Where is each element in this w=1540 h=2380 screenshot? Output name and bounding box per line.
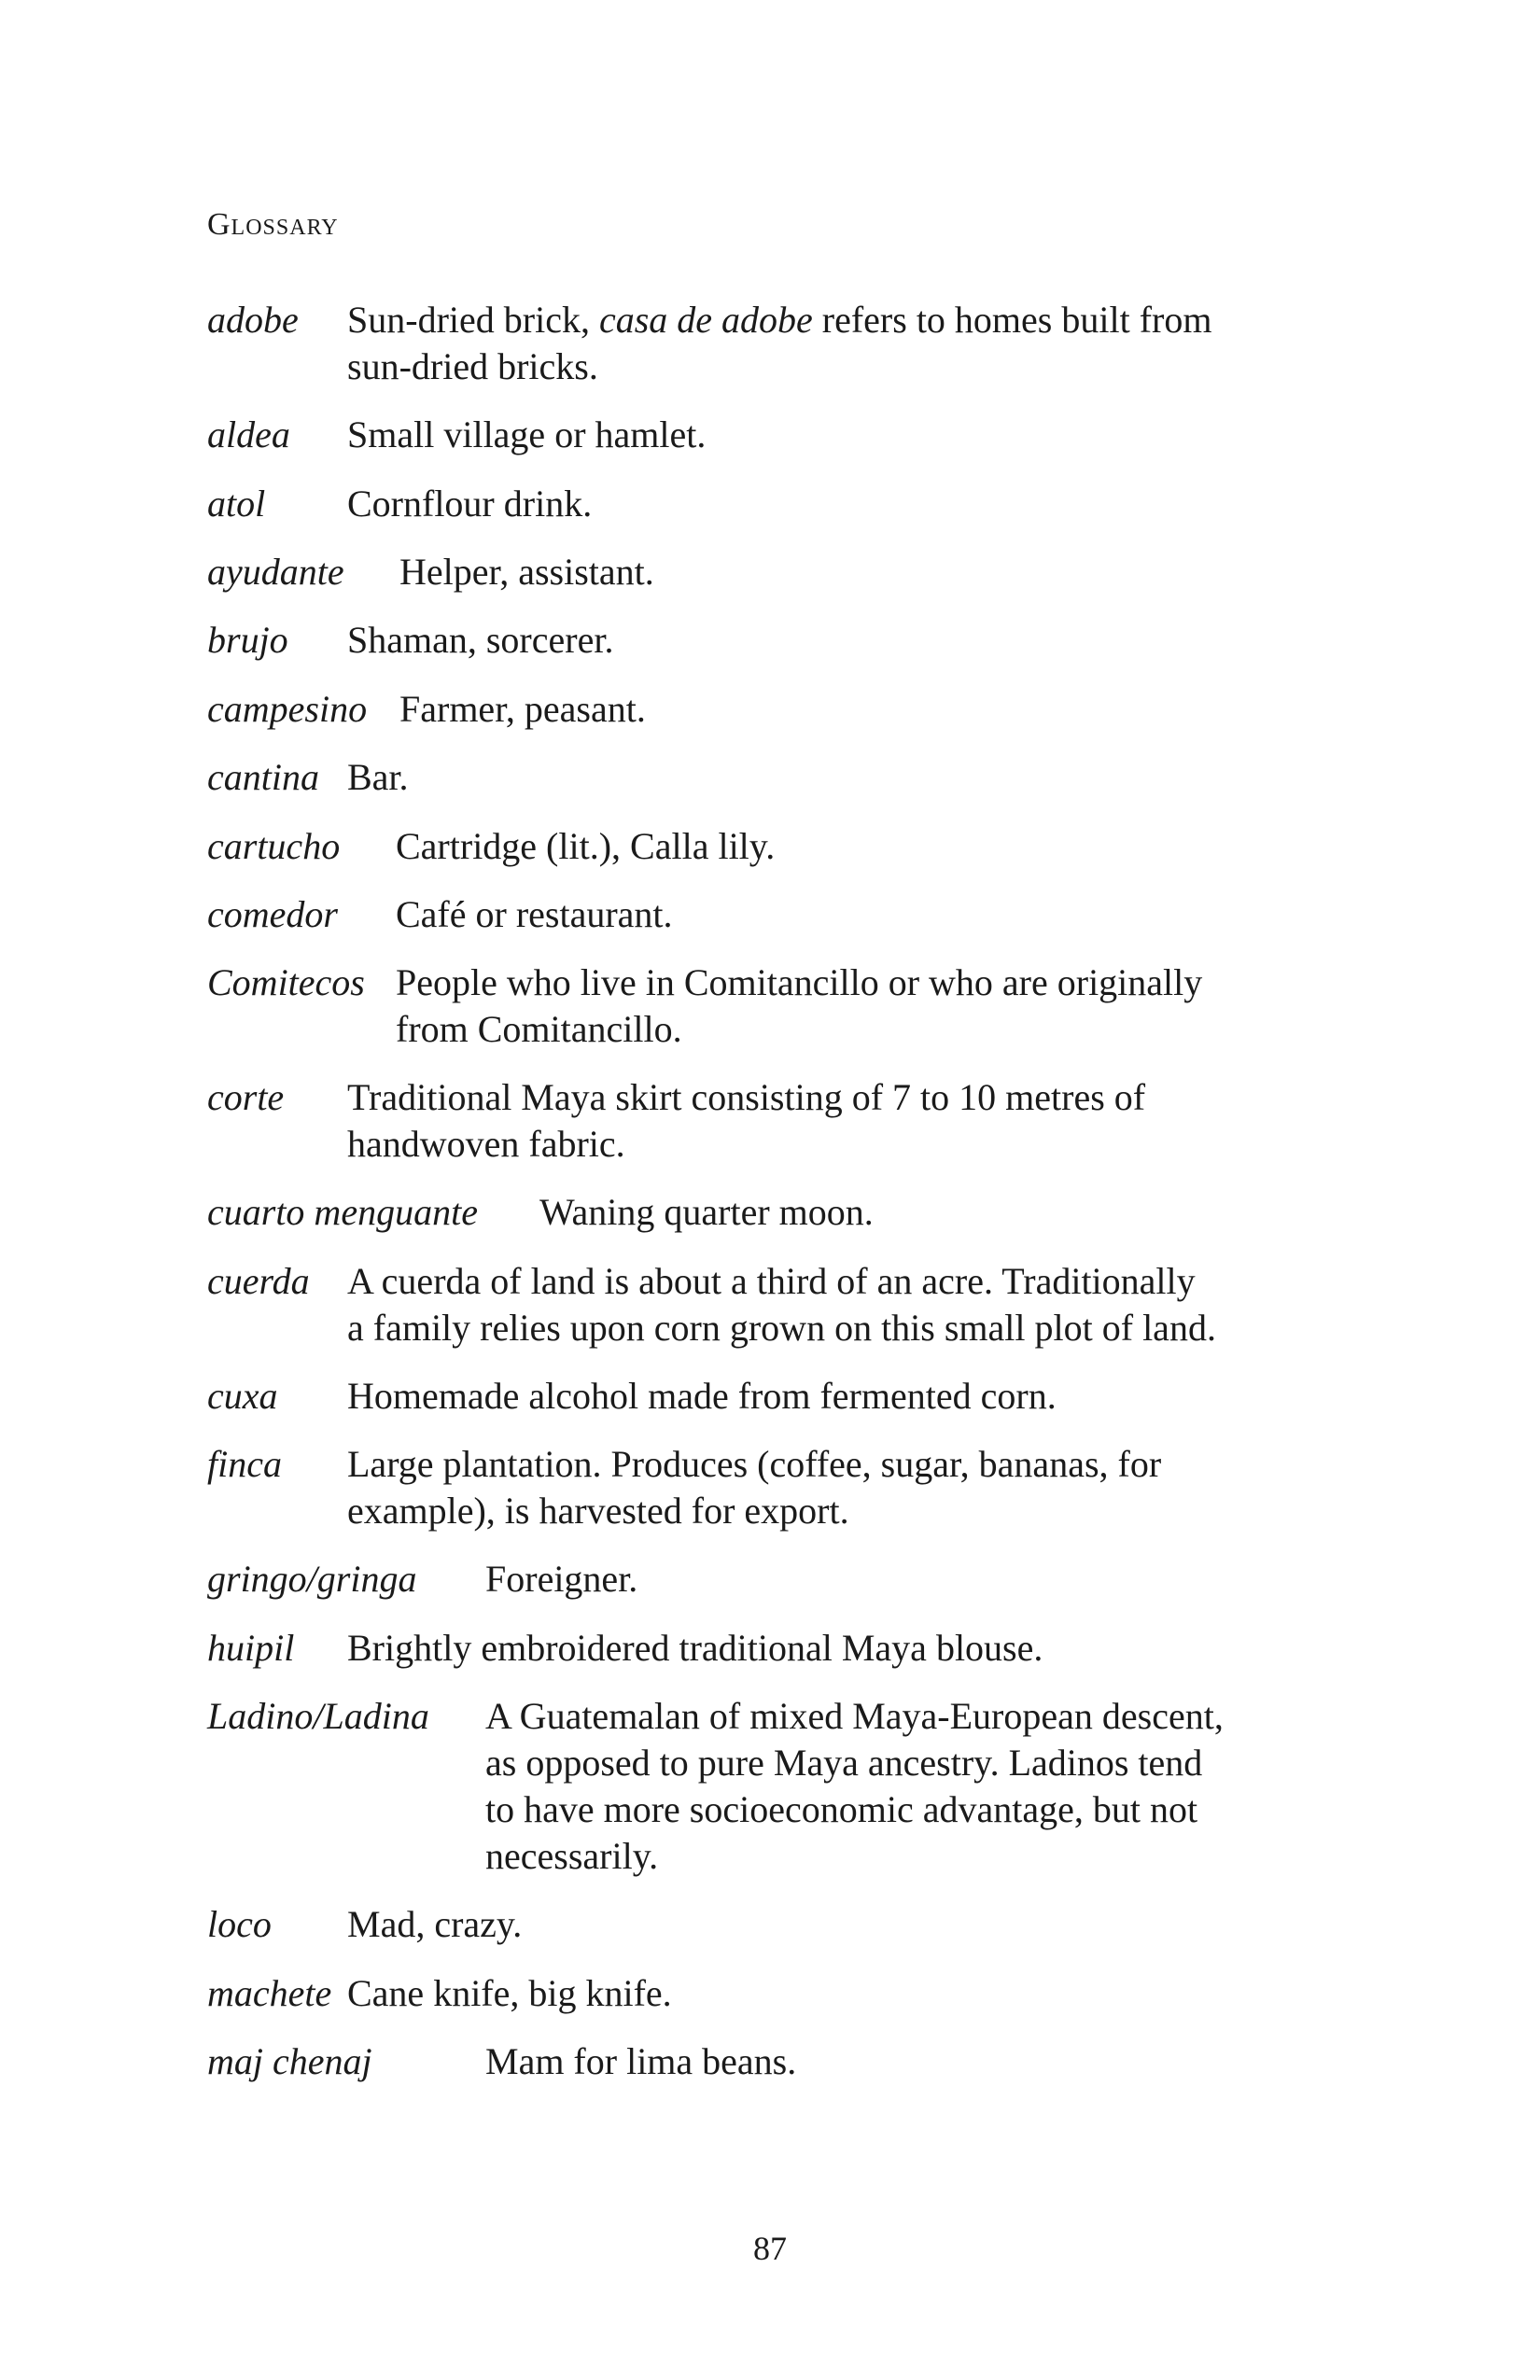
- glossary-definition: Sun-dried brick, casa de adobe refers to homes built from: [347, 299, 1212, 341]
- glossary-definition: Café or restaurant.: [396, 893, 673, 935]
- glossary-definition-line: necessarily.: [485, 1835, 659, 1877]
- page-heading: Glossary: [207, 207, 339, 242]
- glossary-definition: Shaman, sorcerer.: [347, 619, 614, 661]
- glossary-definition: Brightly embroidered traditional Maya blouse.: [347, 1627, 1043, 1669]
- glossary-definition-line: to have more socioeconomic advantage, but not: [485, 1788, 1198, 1830]
- glossary-definition: People who live in Comitancillo or who are originally: [396, 961, 1203, 1003]
- glossary-definition: Cartridge (lit.), Calla lily.: [396, 825, 776, 867]
- glossary-term: aldea: [207, 413, 290, 455]
- glossary-definition-line: sun-dried bricks.: [347, 345, 598, 387]
- glossary-term: ayudante: [207, 551, 344, 593]
- glossary-definition: Large plantation. Produces (coffee, sugar, bananas, for: [347, 1443, 1162, 1485]
- glossary-term: cuerda: [207, 1260, 310, 1302]
- glossary-term: machete: [207, 1972, 332, 2014]
- glossary-term: maj chenaj: [207, 2040, 372, 2082]
- glossary-definition: Helper, assistant.: [399, 551, 654, 593]
- glossary-term: huipil: [207, 1627, 295, 1669]
- page-number: 87: [753, 2230, 787, 2267]
- glossary-definition-line: a family relies upon corn grown on this small plot of land.: [347, 1307, 1216, 1349]
- glossary-term: cuxa: [207, 1375, 278, 1417]
- glossary-definition: Mad, crazy.: [347, 1903, 523, 1945]
- glossary-definition: Farmer, peasant.: [399, 688, 646, 730]
- glossary-term: Comitecos: [207, 961, 365, 1003]
- glossary-definition: Traditional Maya skirt consisting of 7 to 10 metres of: [347, 1076, 1146, 1118]
- glossary-definition: Small village or hamlet.: [347, 413, 707, 455]
- glossary-term: brujo: [207, 619, 288, 661]
- glossary-definition: Cane knife, big knife.: [347, 1972, 672, 2014]
- glossary-term: gringo/gringa: [207, 1558, 417, 1600]
- glossary-definition-line: as opposed to pure Maya ancestry. Ladinos tend: [485, 1742, 1203, 1784]
- glossary-definition-line: example), is harvested for export.: [347, 1490, 849, 1532]
- glossary-term: atol: [207, 483, 266, 525]
- glossary-definition: Cornflour drink.: [347, 483, 593, 525]
- glossary-definition: Mam for lima beans.: [485, 2040, 797, 2082]
- glossary-term: loco: [207, 1903, 272, 1945]
- glossary-term: comedor: [207, 893, 338, 935]
- glossary-definition: A cuerda of land is about a third of an acre. Traditionally: [347, 1260, 1196, 1302]
- glossary-definition: A Guatemalan of mixed Maya-European descent,: [485, 1695, 1224, 1737]
- glossary-term: cartucho: [207, 825, 341, 867]
- glossary-definition: Homemade alcohol made from fermented corn.: [347, 1375, 1057, 1417]
- glossary-definition: Bar.: [347, 756, 409, 798]
- glossary-term: cuarto menguante: [207, 1191, 478, 1233]
- glossary-definition: Waning quarter moon.: [539, 1191, 874, 1233]
- glossary-term: corte: [207, 1076, 285, 1118]
- glossary-term: campesino: [207, 688, 368, 730]
- glossary-term: cantina: [207, 756, 319, 798]
- glossary-definition: Foreigner.: [485, 1558, 638, 1600]
- glossary-definition-line: from Comitancillo.: [396, 1008, 682, 1050]
- glossary-term: finca: [207, 1443, 282, 1485]
- glossary-term: adobe: [207, 299, 299, 341]
- glossary-definition-line: handwoven fabric.: [347, 1123, 625, 1165]
- glossary-term: Ladino/Ladina: [207, 1695, 429, 1737]
